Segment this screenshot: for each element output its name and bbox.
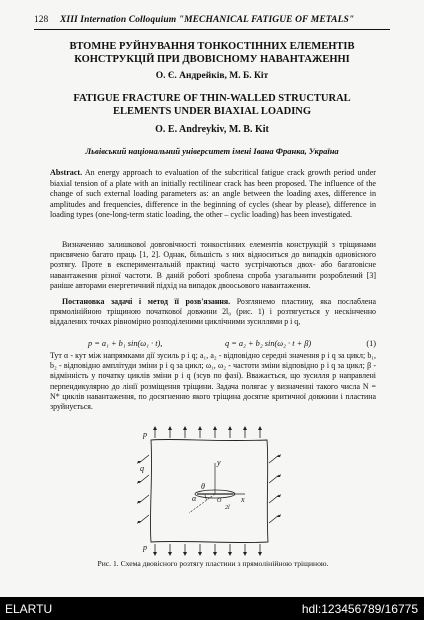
affiliation: Львівський національний університет імені Івана Франка, Україна	[85, 146, 339, 156]
label-q: q	[140, 464, 144, 473]
title-ukrainian	[34, 41, 390, 66]
problem-label: Постановка задачі і метод її розв'язання.	[62, 297, 231, 306]
repository-name: ELARTU	[5, 602, 53, 616]
bottom-load-arrows	[153, 544, 262, 556]
label-2l: 2l	[225, 505, 230, 511]
label-y: y	[217, 458, 221, 467]
plate-diagram	[135, 425, 285, 557]
title-english	[34, 93, 390, 118]
page-number: 128	[34, 15, 49, 25]
abstract-label: Abstract.	[50, 168, 83, 177]
plate-outline	[150, 439, 268, 542]
problem-text: Розглянемо пластину, яка послаблена прямолінійною тріщиною початкової довжини 2l₀ (рис. 1) і розтягується у нескінченно віддалених точках рівномірно розподіленими циклічними зусиллями p і q,	[50, 297, 376, 327]
label-p-top: p	[143, 430, 147, 439]
side-load-arrows	[137, 454, 281, 524]
label-p-bottom: p	[143, 543, 147, 552]
equation-1	[50, 339, 376, 351]
figure-caption: Рис. 1. Схема двовісного розтягу пластини з прямолінійною тріщиною.	[97, 559, 329, 568]
title-ua-line-1: ВТОМНЕ РУЙНУВАННЯ ТОНКОСТІННИХ ЕЛЕМЕНТІВ	[69, 41, 355, 52]
label-theta: θ	[201, 482, 205, 491]
label-o: O	[217, 498, 222, 504]
problem-statement	[50, 297, 376, 328]
authors-ukrainian: О. Є. Андрейків, М. Б. Кіт	[155, 71, 269, 81]
abstract	[50, 168, 376, 221]
angle-arc	[205, 494, 207, 500]
footer-bar	[0, 597, 424, 620]
equation-p: p = a₁ + b₁ sin(ω₁ · t),	[88, 339, 163, 348]
authors-english: O. E. Andreykiv, M. B. Kit	[155, 124, 269, 135]
abstract-text: An energy approach to evaluation of the subcritical fatigue crack growth period under biaxial tension of a plate with an initially rectilinear crack has been proposed. The influence of the change of such external loading parameters as: an angle between the loading axes, difference in amplitudes and frequencies, difference in the beginning of cycles (shear by please), difference in loading types (one-long-term static loading, the other – cyclic loading) has been investigated.	[50, 168, 376, 220]
label-alpha: α	[192, 494, 197, 503]
intro-paragraph: Визначенню залишкової довговічності тонкостінних елементів конструкцій з тріщинами присвячено багато праць [1, 2]. Однак, більшість з них відноситься до випадків одновісного розтягу. Проте в експериментальній практиці часто зустрічаються двох- або багатовісне навантаження різної частоти. В даній роботі зроблена спроба узагальнити розроблений [3] раніше авторами енергетичний підхід на випадок двоосьового навантаження.	[50, 240, 376, 290]
title-en-line-2: ELEMENTS UNDER BIAXIAL LOADING	[112, 105, 312, 117]
journal-title: XIII Internation Colloquium "MECHANICAL FATIGUE OF METALS"	[60, 15, 355, 25]
top-load-arrows	[153, 426, 262, 438]
handle-link[interactable]: hdl:123456789/16775	[301, 602, 418, 616]
equation-q: q = a₂ + b₂ sin(ω₂ · t + β)	[225, 339, 312, 348]
symbol-description: Тут α - кут між напрямками дії зусиль p і q; a₁, a₂ - відповідно середні значення p і q за цикл; b₁, b₂ - відповідно амплітуди зміни p і q за цикл; ω₁, ω₂ - частоти зміни відповідно p і q за цикл; β - відмінність у початку циклів зміни p і q (зсув по фазі). Вважається, що зусилля p направлені перпендикулярно до лінії розміщення тріщини. Задача полягає у визначенні такого числа N = N* циклів навантаження, по досягненню якого тріщина досягне критичної довжини і пластина зруйнується.	[50, 351, 376, 412]
label-x: x	[241, 495, 245, 504]
equation-number: (1)	[366, 339, 376, 348]
figure-1	[135, 425, 285, 562]
running-header	[34, 15, 390, 30]
title-ua-line-2: КОНСТРУКЦІЙ ПРИ ДВОВІСНОМУ НАВАНТАЖЕННІ	[74, 53, 350, 65]
title-en-line-1: FATIGUE FRACTURE OF THIN-WALLED STRUCTURAL	[73, 93, 351, 104]
